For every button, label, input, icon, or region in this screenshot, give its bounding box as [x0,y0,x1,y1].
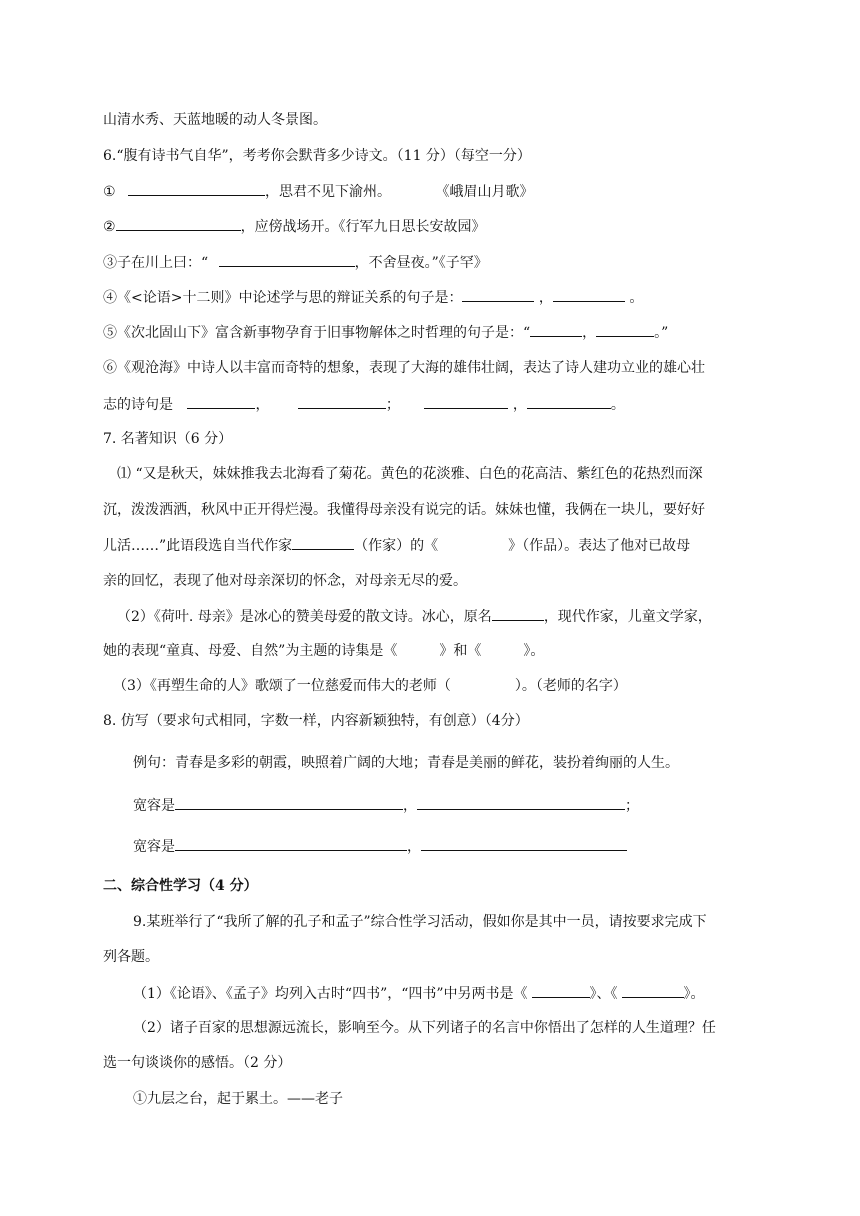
question-8-answer-1: 宽容是 ， ； [133,795,639,816]
quote-option-1: ①九层之台，起于累土。——老子 [133,1091,343,1107]
question-6-item-4: ④《<论语>十二则》中论述学与思的辩证关系的句子是： ， 。 [103,287,643,308]
text-line: 沉，泼泼洒洒，秋风中正开得烂漫。我懂得母亲没有说完的话。妹妹也懂，我俩在一块儿，要好好 [103,502,705,518]
answer-blank[interactable] [492,606,544,621]
answer-blank[interactable] [527,394,611,409]
answer-blank[interactable] [219,252,355,267]
answer-blank[interactable] [462,287,534,302]
question-6-item-2: ② ，应傍战场开。《行军九日思长安故园》 [103,216,486,237]
answer-blank[interactable] [175,795,403,810]
text-line: 她的表现“童真、母爱、自然”为主题的诗集是《 》和《 》。 [103,643,545,659]
answer-blank[interactable] [622,983,684,998]
text-line: 列各题。 [103,949,159,965]
text-line: 选一句谈谈你的感悟。（2 分） [103,1055,292,1071]
answer-blank[interactable] [187,394,255,409]
question-7-part-2: （2）《荷叶. 母亲》是冰心的赞美母爱的散文诗。冰心，原名 ，现代作家，儿童文学家， [117,606,712,627]
question-8-example: 例句：青春是多彩的朝霞，映照着广阔的大地；青春是美丽的鲜花，装扮着绚丽的人生。 [133,755,679,771]
answer-blank[interactable] [424,394,508,409]
answer-blank[interactable] [128,181,265,196]
question-6-item-5: ⑤《次北固山下》富含新事物孕育于旧事物解体之时哲理的句子是：“ ， 。” [103,322,668,343]
text-line: 儿活……”此语段选自当代作家 （作家）的《 》（作品）。表达了他对已故母 [103,535,690,556]
text-line: 山清水秀、天蓝地暖的动人冬景图。 [103,112,327,128]
question-6-item-6: ⑥《观沧海》中诗人以丰富而奇特的想象，表现了大海的雄伟壮阔，表达了诗人建功立业的雄心壮 [103,360,705,376]
answer-blank[interactable] [532,983,590,998]
answer-blank[interactable] [417,795,625,810]
answer-blank[interactable] [298,394,386,409]
question-7-part-3: （3）《再塑生命的人》歌颂了一位慈爱而伟大的老师（ ）。（老师的名字） [113,678,627,694]
answer-blank[interactable] [175,836,407,851]
question-9-part-2: （2）诸子百家的思想源远流长，影响至今。从下列诸子的名言中你悟出了怎样的人生道理？任 [133,1020,716,1036]
section-2-title: 二、综合性学习（4 分） [103,878,258,894]
question-9: 9.某班举行了“我所了解的孔子和孟子”综合性学习活动，假如你是其中一员，请按要求完成下 [133,914,707,930]
question-7-title: 7. 名著知识（6 分） [103,431,233,447]
answer-blank[interactable] [421,836,627,851]
question-7-part-1: ⑴ “又是秋天，妹妹推我去北海看了菊花。黄色的花淡雅、白色的花高洁、紫红色的花热烈而深 [117,466,703,482]
text-line: 亲的回忆，表现了他对母亲深切的怀念，对母亲无尽的爱。 [103,573,467,589]
question-9-part-1: （1）《论语》、《孟子》均列入古时“四书”，“四书”中另两书是《 》、《 》。 [133,983,705,1004]
question-6-item-3: ③子在川上曰：“ ，不舍昼夜。”《子罕》 [103,252,488,273]
answer-blank[interactable] [553,287,625,302]
answer-blank[interactable] [596,322,654,337]
answer-blank[interactable] [530,322,582,337]
answer-blank[interactable] [116,216,241,231]
question-6-item-6-cont: 志的诗句是 ， ； ， 。 [103,394,625,415]
question-6-title: 6.“腹有诗书气自华”，考考你会默背多少诗文。（11 分）（每空一分） [103,148,531,164]
question-6-item-1: ① ，思君不见下渝州。 《峨眉山月歌》 [103,181,533,202]
question-8-title: 8. 仿写（要求句式相同，字数一样，内容新颖独特，有创意）（4分） [103,713,529,729]
answer-blank[interactable] [292,535,354,550]
question-8-answer-2: 宽容是 ， [133,836,627,857]
